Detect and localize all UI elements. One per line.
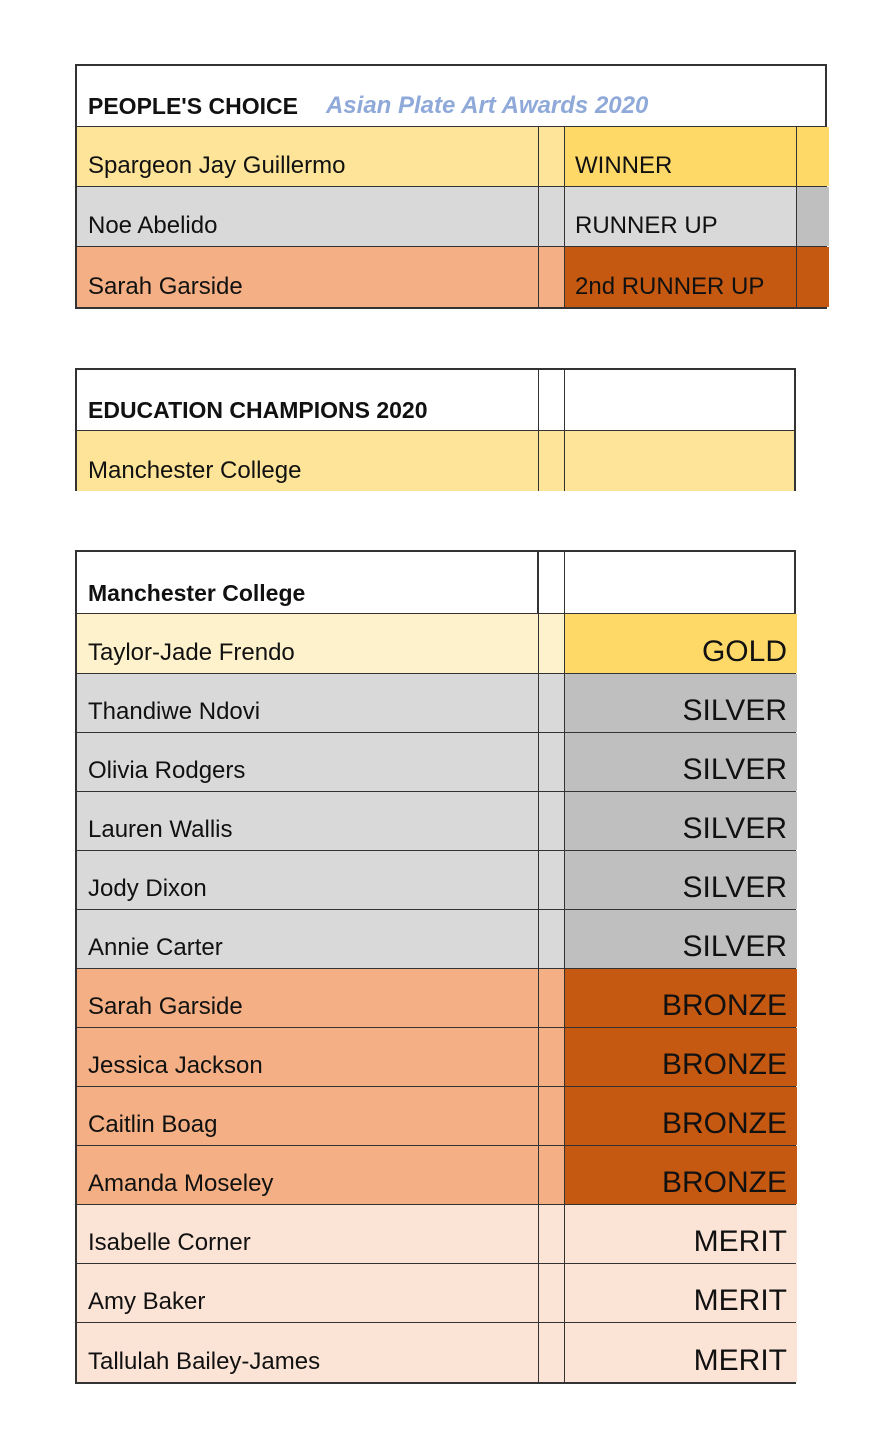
extra-cell bbox=[797, 127, 829, 186]
spacer-cell bbox=[539, 969, 565, 1027]
spacer-cell bbox=[539, 1323, 565, 1382]
student-award: GOLD bbox=[565, 614, 797, 673]
spacer-cell bbox=[539, 1087, 565, 1145]
table-row bbox=[77, 1323, 794, 1382]
spacer-cell bbox=[539, 674, 565, 732]
student-name: Jessica Jackson bbox=[77, 1028, 539, 1086]
table-row bbox=[77, 792, 794, 851]
spacer-cell bbox=[539, 247, 565, 307]
spacer-cell bbox=[539, 910, 565, 968]
student-award: MERIT bbox=[565, 1264, 797, 1322]
spacer-cell bbox=[539, 431, 565, 491]
student-name: Amy Baker bbox=[77, 1264, 539, 1322]
spacer-cell bbox=[539, 187, 565, 246]
spacer-cell bbox=[539, 792, 565, 850]
runner-up-award: RUNNER UP bbox=[565, 187, 797, 246]
education-champions-table bbox=[75, 368, 796, 491]
second-runner-up-name: Sarah Garside bbox=[77, 247, 539, 307]
table-row bbox=[77, 1087, 794, 1146]
student-award: SILVER bbox=[565, 733, 797, 791]
student-name: Olivia Rodgers bbox=[77, 733, 539, 791]
student-name: Thandiwe Ndovi bbox=[77, 674, 539, 732]
student-award: SILVER bbox=[565, 674, 797, 732]
student-name: Taylor-Jade Frendo bbox=[77, 614, 539, 673]
manchester-college-table bbox=[75, 550, 796, 1384]
student-award: BRONZE bbox=[565, 1146, 797, 1204]
student-award: MERIT bbox=[565, 1205, 797, 1263]
peoples-choice-subtitle: Asian Plate Art Awards 2020 bbox=[325, 92, 649, 119]
education-header-cell bbox=[77, 370, 539, 430]
peoples-choice-header-row bbox=[77, 66, 825, 127]
student-name: Isabelle Corner bbox=[77, 1205, 539, 1263]
table-row bbox=[77, 431, 794, 491]
table-row bbox=[77, 1205, 794, 1264]
table-row bbox=[77, 733, 794, 792]
manchester-header-row bbox=[77, 552, 794, 614]
table-row bbox=[77, 674, 794, 733]
student-name: Annie Carter bbox=[77, 910, 539, 968]
table-row bbox=[77, 910, 794, 969]
student-award: SILVER bbox=[565, 792, 797, 850]
spacer-cell bbox=[539, 851, 565, 909]
education-champion-name: Manchester College bbox=[77, 431, 539, 491]
table-row bbox=[77, 851, 794, 910]
extra-cell bbox=[797, 247, 829, 307]
manchester-header-cell bbox=[77, 552, 539, 613]
student-award: BRONZE bbox=[565, 1087, 797, 1145]
student-award: MERIT bbox=[565, 1323, 797, 1382]
peoples-choice-header bbox=[77, 66, 825, 126]
table-row bbox=[77, 1146, 794, 1205]
table-row bbox=[77, 614, 794, 674]
student-award: SILVER bbox=[565, 851, 797, 909]
winner-name: Spargeon Jay Guillermo bbox=[77, 127, 539, 186]
student-award: BRONZE bbox=[565, 969, 797, 1027]
student-name: Caitlin Boag bbox=[77, 1087, 539, 1145]
peoples-choice-table bbox=[75, 64, 827, 309]
spacer-cell bbox=[539, 1205, 565, 1263]
student-name: Jody Dixon bbox=[77, 851, 539, 909]
table-row bbox=[77, 247, 825, 307]
table-row bbox=[77, 127, 825, 187]
student-award: SILVER bbox=[565, 910, 797, 968]
education-header-row bbox=[77, 370, 794, 431]
peoples-choice-title: PEOPLE'S CHOICE bbox=[88, 93, 298, 119]
runner-up-name: Noe Abelido bbox=[77, 187, 539, 246]
education-champions-title: EDUCATION CHAMPIONS 2020 bbox=[88, 397, 428, 423]
spacer-cell bbox=[539, 1028, 565, 1086]
spacer-cell bbox=[539, 552, 565, 613]
spacer-cell bbox=[539, 733, 565, 791]
second-runner-up-award: 2nd RUNNER UP bbox=[565, 247, 797, 307]
student-name: Tallulah Bailey-James bbox=[77, 1323, 539, 1382]
student-name: Sarah Garside bbox=[77, 969, 539, 1027]
table-row bbox=[77, 1264, 794, 1323]
student-name: Amanda Moseley bbox=[77, 1146, 539, 1204]
spacer-cell bbox=[539, 1264, 565, 1322]
spacer-cell bbox=[539, 614, 565, 673]
spacer-cell bbox=[539, 370, 565, 430]
spacer-cell bbox=[539, 127, 565, 186]
extra-cell bbox=[797, 187, 829, 246]
winner-award: WINNER bbox=[565, 127, 797, 186]
manchester-college-title: Manchester College bbox=[88, 580, 306, 606]
table-row bbox=[77, 187, 825, 247]
spacer-cell bbox=[539, 1146, 565, 1204]
student-award: BRONZE bbox=[565, 1028, 797, 1086]
table-row bbox=[77, 969, 794, 1028]
table-row bbox=[77, 1028, 794, 1087]
student-name: Lauren Wallis bbox=[77, 792, 539, 850]
